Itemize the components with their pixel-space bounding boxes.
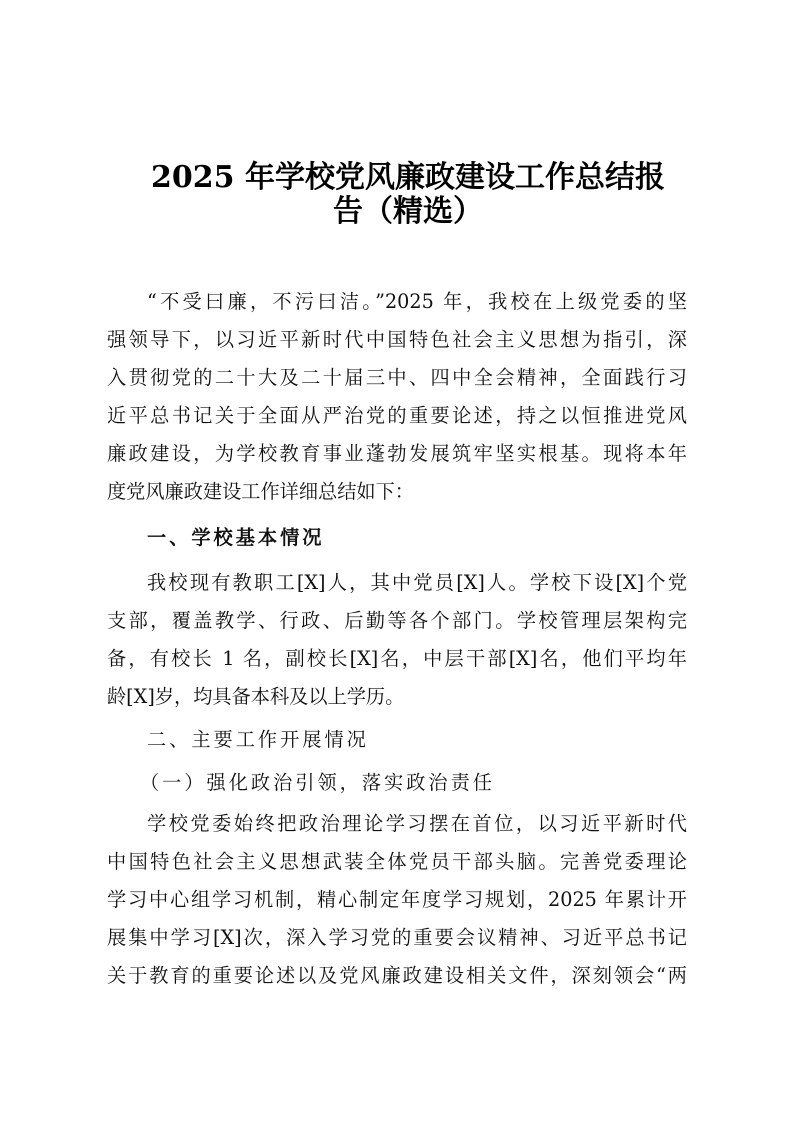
section1-line: 支部，覆盖教学、行政、后勤等各个部门。学校管理层架构完: [107, 609, 687, 632]
intro-line: 近平总书记关于全面从严治党的重要论述，持之以恒推进党风: [107, 404, 687, 427]
intro-line: 入贯彻党的二十大及二十届三中、四中全会精神，全面践行习: [107, 366, 687, 389]
section1-line: 备，有校长 1 名，副校长[X]名，中层干部[X]名，他们平均年: [107, 647, 687, 670]
document-title-line-2: 告（精选）: [333, 194, 483, 229]
section-heading-main-work: 二、主要工作开展情况: [147, 728, 369, 751]
subsection1-line: 展集中学习[X]次，深入学习党的重要会议精神、习近平总书记: [107, 926, 687, 949]
subsection1-line: 中国特色社会主义思想武装全体党员干部头脑。完善党委理论: [107, 850, 687, 873]
subsection1-line: 关于教育的重要论述以及党风廉政建设相关文件，深刻领会“两: [107, 964, 687, 987]
intro-line: 强领导下，以习近平新时代中国特色社会主义思想为指引，深: [107, 328, 687, 351]
intro-line: “不受曰廉，不污曰洁。”2025 年，我校在上级党委的坚: [147, 290, 687, 313]
intro-line: 廉政建设，为学校教育事业蓬勃发展筑牢坚实根基。现将本年: [107, 442, 687, 465]
section1-line: 龄[X]岁，均具备本科及以上学历。: [107, 685, 405, 708]
subsection1-line: 学校党委始终把政治理论学习摆在首位，以习近平新时代: [147, 812, 687, 835]
subsection1-line: 学习中心组学习机制，精心制定年度学习规划，2025 年累计开: [107, 888, 687, 911]
section-heading-basic-info: 一、学校基本情况: [147, 526, 325, 549]
document-title-line-1: 2025 年学校党风廉政建设工作总结报: [151, 160, 665, 195]
subsection-heading-political-leadership: （一）强化政治引领，落实政治责任: [140, 771, 495, 794]
section1-line: 我校现有教职工[X]人，其中党员[X]人。学校下设[X]个党: [147, 571, 687, 594]
intro-line: 度党风廉政建设工作详细总结如下：: [107, 480, 414, 503]
